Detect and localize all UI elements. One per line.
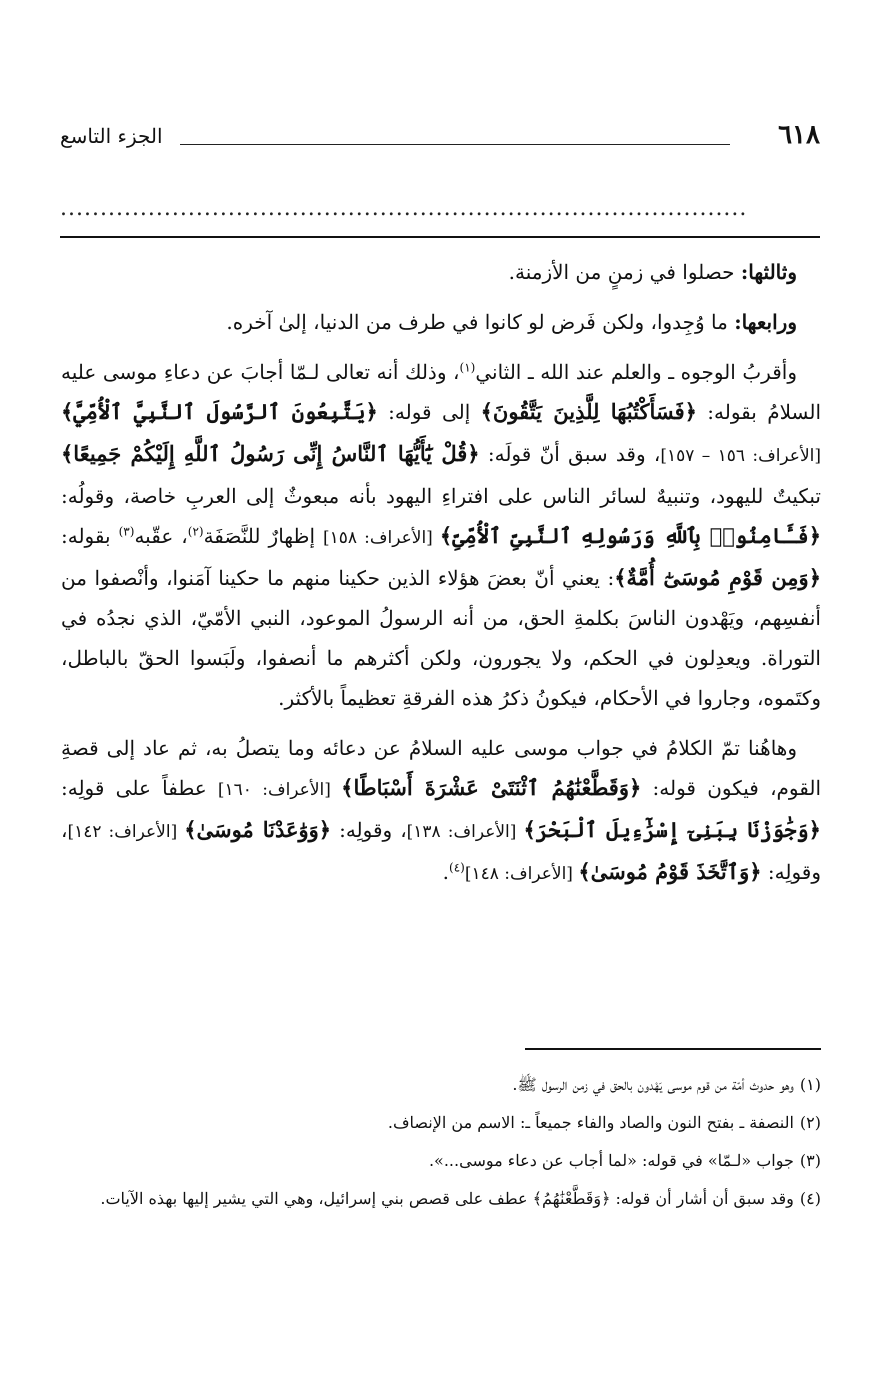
footnote-number: (٤): [799, 1189, 821, 1208]
quran-verse: ﴿وَوَٰعَدْنَا مُوسَىٰ﴾: [184, 817, 332, 842]
quran-verse: ﴿وَقَطَّعْنَٰهُمُ ٱثْنَتَىْ عَشْرَةَ أَسْبَاطًا﴾: [341, 775, 642, 800]
verse-reference: [الأعراف: ١٤٢]: [67, 822, 185, 842]
verse-reference: [الأعراف: ١٥٦ – ١٥٧]: [660, 446, 822, 466]
top-rule: [60, 236, 820, 238]
text-segment: وأقربُ الوجوه ـ والعلم عند الله ـ الثاني: [475, 360, 797, 384]
main-text: [61, 252, 821, 894]
footnote-ref[interactable]: (١): [459, 360, 476, 375]
paragraph-text: حصلوا في زمنٍ من الأزمنة.: [508, 260, 741, 284]
text-segment: ، عقّبه: [134, 524, 188, 548]
text-segment: ، وقولِه:: [331, 818, 407, 842]
text-segment: ، وذلك أنه تعالى لـمّا أجابَ عن دعاءِ موسى عليه السلامُ بقوله:: [61, 360, 821, 424]
verse-reference: [الأعراف: ١٥٨]: [323, 528, 440, 548]
footnotes: [61, 1068, 821, 1220]
text-segment: ، وقد سبق أنّ قولَه:: [479, 442, 661, 466]
footnote-text: جواب «لـمّا» في قوله: «لما أجاب عن دعاء موسى...».: [428, 1151, 794, 1170]
footnote-2: [61, 1106, 821, 1140]
footnote-number: (٣): [799, 1151, 821, 1170]
text-segment: ، وقولِه:: [61, 818, 821, 884]
paragraph-4: [61, 728, 821, 894]
verse-reference: [الأعراف: ١٦٠]: [217, 780, 342, 800]
lead-word: ورابعها:: [734, 310, 797, 334]
footnote-text: وهو حدوث أمّة من قوم موسى يَهْدون بالحق في زمن الرسول ﷺ.: [512, 1075, 794, 1094]
verse-reference: [الأعراف: ١٣٨]: [406, 822, 524, 842]
footnote-3: [61, 1144, 821, 1178]
text-segment: إلى قوله:: [377, 400, 481, 424]
text-segment: تبكيتٌ لليهود، وتنبيهٌ لسائر الناس على افتراءِ اليهود بأنه مبعوثٌ إلى العربِ خاصة، وقولُه:: [61, 484, 821, 508]
footnote-rule: [525, 1048, 821, 1050]
quran-verse: ﴿فَسَأَكْتُبُهَا لِلَّذِينَ يَتَّقُونَ﴾: [480, 399, 697, 424]
footnote-ref[interactable]: (٢): [187, 524, 204, 539]
paragraph-2: [61, 302, 821, 342]
quran-verse: ﴿قُلْ يَٰٓأَيُّهَا ٱلنَّاسُ إِنِّى رَسُولُ ٱللَّهِ إِلَيْكُمْ جَمِيعًا﴾: [61, 441, 480, 466]
quran-verse: ﴿وَٱتَّخَذَ قَوْمُ مُوسَىٰ﴾: [578, 859, 762, 884]
quran-verse: ﴿فَـَٔامِنُوا۟ بِٱللَّهِ وَرَسُولِهِ ٱلنَّبِىِّ ٱلْأُمِّىِّ﴾: [439, 523, 821, 548]
footnote-number: (١): [799, 1075, 821, 1094]
page-header: [60, 120, 820, 160]
quran-verse: ﴿وَجَٰوَزْنَا بِبَنِىٓ إِسْرَٰٓءِيلَ ٱلْبَحْرَ﴾: [523, 817, 821, 842]
text-segment: : يعني أنّ بعضَ هؤلاء الذين حكينا منهم ما حكينا آمَنوا، وأنْصفوا من أنفسِهم، ويَهْدون الناسَ بكلمةِ الحق، من أنه الرسولُ الموعود، النبي الأمّيّ، الذي نجدُه في التوراة. ويعدِلون في الحكم، ولا يجورون، ولكن أكثرهم ما أنصفوا، ولَبَسوا الحقّ بالباطل، وكتَموه، وجاروا في الأحكام، فيكونُ ذكرُ هذه الفرقةِ تعظيماً بالأكثر.: [61, 566, 821, 710]
text-segment: إظهارٌ للنَّصَفَة: [203, 524, 324, 548]
footnote-4: [61, 1182, 821, 1216]
footnote-ref[interactable]: (٤): [449, 860, 465, 875]
quran-verse: ﴿يَتَّبِعُونَ ٱلرَّسُولَ ٱلنَّبِيَّ ٱلْأُمِّيَّ﴾: [61, 399, 378, 424]
header-rule: [180, 144, 730, 145]
text-segment: عطفاً على قولِه:: [61, 776, 218, 800]
footnote-text: وقد سبق أن أشار أن قوله: ﴿وَقَطَّعْنَٰهُمُ﴾ عطف على قصص بني إسرائيل، وهي التي يشير إليها بهذه الآيات.: [100, 1189, 794, 1208]
text-segment: بقوله:: [61, 524, 119, 548]
lead-word: وثالثها:: [740, 260, 797, 284]
paragraph-1: [61, 252, 821, 292]
text-segment: وهاهُنا تمّ الكلامُ في جواب موسى عليه السلامُ عن دعائه وما يتصلُ به، ثم عاد إلى قصةِ القوم، فيكون قوله:: [61, 736, 822, 800]
footnote-number: (٢): [799, 1113, 821, 1132]
footnote-text: النصفة ـ بفتح النون والصاد والفاء جميعاً ـ: الاسم من الإنصاف.: [387, 1113, 794, 1132]
footnote-1: [61, 1068, 821, 1102]
dotted-separator: ......................................................................................: [60, 198, 748, 220]
volume-title: الجزء التاسع: [60, 124, 163, 148]
verse-reference: [الأعراف: ١٤٨]: [464, 864, 579, 884]
text-segment: .: [442, 860, 449, 884]
paragraph-3: [61, 352, 821, 718]
paragraph-text: ما وُجِدوا، ولكن فَرض لو كانوا في طرف من الدنيا، إلىٰ آخره.: [226, 310, 735, 334]
footnote-ref[interactable]: (٣): [118, 524, 135, 539]
page-number: ٦١٨: [778, 120, 820, 150]
quran-verse: ﴿وَمِن قَوْمِ مُوسَىٰٓ أُمَّةٌ﴾: [614, 565, 821, 590]
